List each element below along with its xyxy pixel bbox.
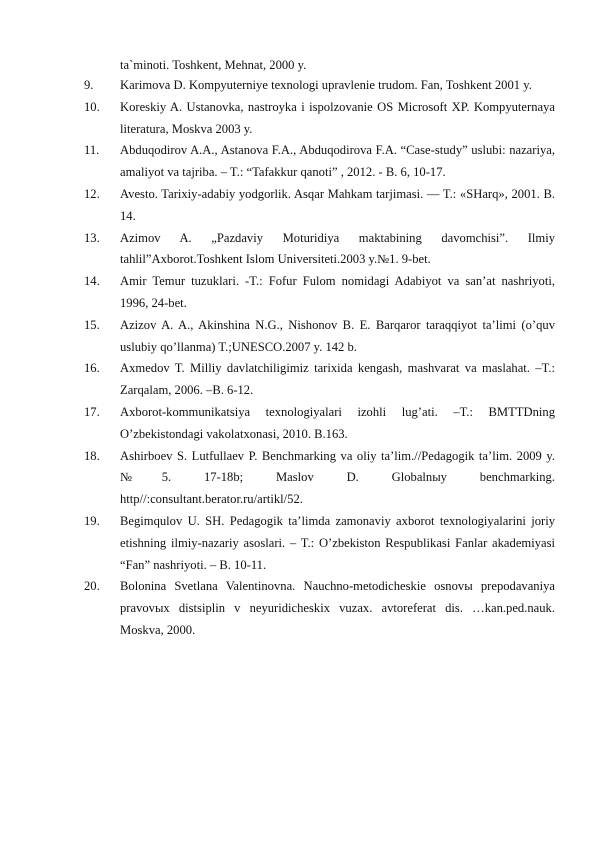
reference-item	[0, 184, 555, 228]
reference-text: Karimova D. Kompyuterniye texnologi upravlenie trudom. Fan, Toshkent 2001 y.	[120, 78, 532, 92]
reference-number: 9.	[84, 78, 94, 92]
reference-item	[0, 271, 555, 315]
reference-item	[0, 140, 555, 184]
reference-item	[0, 358, 555, 402]
reference-item	[0, 315, 555, 359]
reference-item	[0, 511, 555, 576]
reference-text: Koreskiy A. Ustanovka, nastroyka i ispolzovanie OS Microsoft XP. Kompyuternaya literatura, Moskva 2003 y.	[120, 99, 555, 136]
reference-number: 12.	[84, 186, 100, 201]
reference-item	[0, 228, 555, 272]
reference-item	[0, 75, 555, 97]
reference-item	[0, 402, 555, 446]
reference-number: 10.	[84, 99, 100, 114]
reference-list	[0, 75, 595, 642]
reference-text: Avesto. Tarixiy-adabiy yodgorlik. Asqar Mahkam tarjimasi. — T.: «SHarq», 2001. B. 14.	[120, 186, 555, 223]
reference-text: Begimqulov U. SH. Pedagogik ta’limda zamonaviy axborot texnologiyalarini joriy etishning ilmiy-nazariy asoslari. – T.: O’zbekiston Respublikasi Fanlar akademiyasi “Fan” nashriyoti. – B. 10-11.	[120, 513, 555, 572]
reference-text: Abduqodirov A.A., Astanova F.A., Abduqodirova F.A. “Case-study” uslubi: nazariya, amaliyot va tajriba. – T.: “Tafakkur qanoti” , 2012. - B. 6, 10-17.	[120, 143, 555, 180]
reference-text: Azizov A. A., Akinshina N.G., Nishonov B. E. Barqaror taraqqiyot ta’limi (o’quv uslubiy qo’llanma) T.;UNESCO.2007 y. 142 b.	[120, 317, 555, 354]
reference-item	[0, 97, 555, 141]
reference-text: Axborot-kommunikatsiya texnologiyalari izohli lug’ati. –T.: BMTTDning O’zbekistondagi vakolatxonasi, 2010. B.163.	[120, 404, 555, 441]
reference-number: 16.	[84, 361, 100, 376]
reference-number: 11.	[84, 143, 100, 158]
reference-item	[0, 576, 555, 641]
reference-number: 18.	[84, 448, 100, 463]
reference-text: Axmedov T. Milliy davlatchiligimiz tarixida kengash, mashvarat va maslahat. –T.: Zarqalam, 2006. –B. 6-12.	[120, 361, 555, 398]
reference-number: 19.	[84, 513, 100, 528]
reference-text: Azimov A. „Pazdaviy Moturidiya maktabining davomchisi”. Ilmiy tahlil”Axborot.Toshkent Islom Universiteti.2003 y.№1. 9-bet.	[120, 230, 555, 267]
reference-text: Bolonina Svetlana Valentinovna. Nauchno-metodicheskie osnovы prepodavaniya pravovыx distsiplin v neyuridicheskix vuzax. avtoreferat dis. …kan.ped.nauk. Moskva, 2000.	[120, 579, 555, 637]
reference-number: 15.	[84, 317, 100, 332]
reference-number: 17.	[84, 404, 100, 419]
reference-text: Amir Temur tuzuklari. -T.: Fofur Fulom nomidagi Adabiyot va san’at nashriyoti, 1996, 24-bet.	[120, 274, 555, 310]
reference-number: 13.	[84, 230, 100, 245]
reference-continuation: ta`minoti. Toshkent, Mehnat, 2000 y.	[120, 58, 307, 72]
reference-number: 14.	[84, 274, 100, 289]
reference-number: 20.	[84, 579, 100, 594]
reference-item	[0, 446, 555, 511]
reference-text: Ashirboev S. Lutfullaev P. Benchmarking va oliy ta’lim.//Pedagogik ta’lim. 2009 y. №5. 17-18b; Maslov D. Globalnыy benchmarking. http//:consultant.berator.ru/artikl/52.	[120, 448, 555, 507]
